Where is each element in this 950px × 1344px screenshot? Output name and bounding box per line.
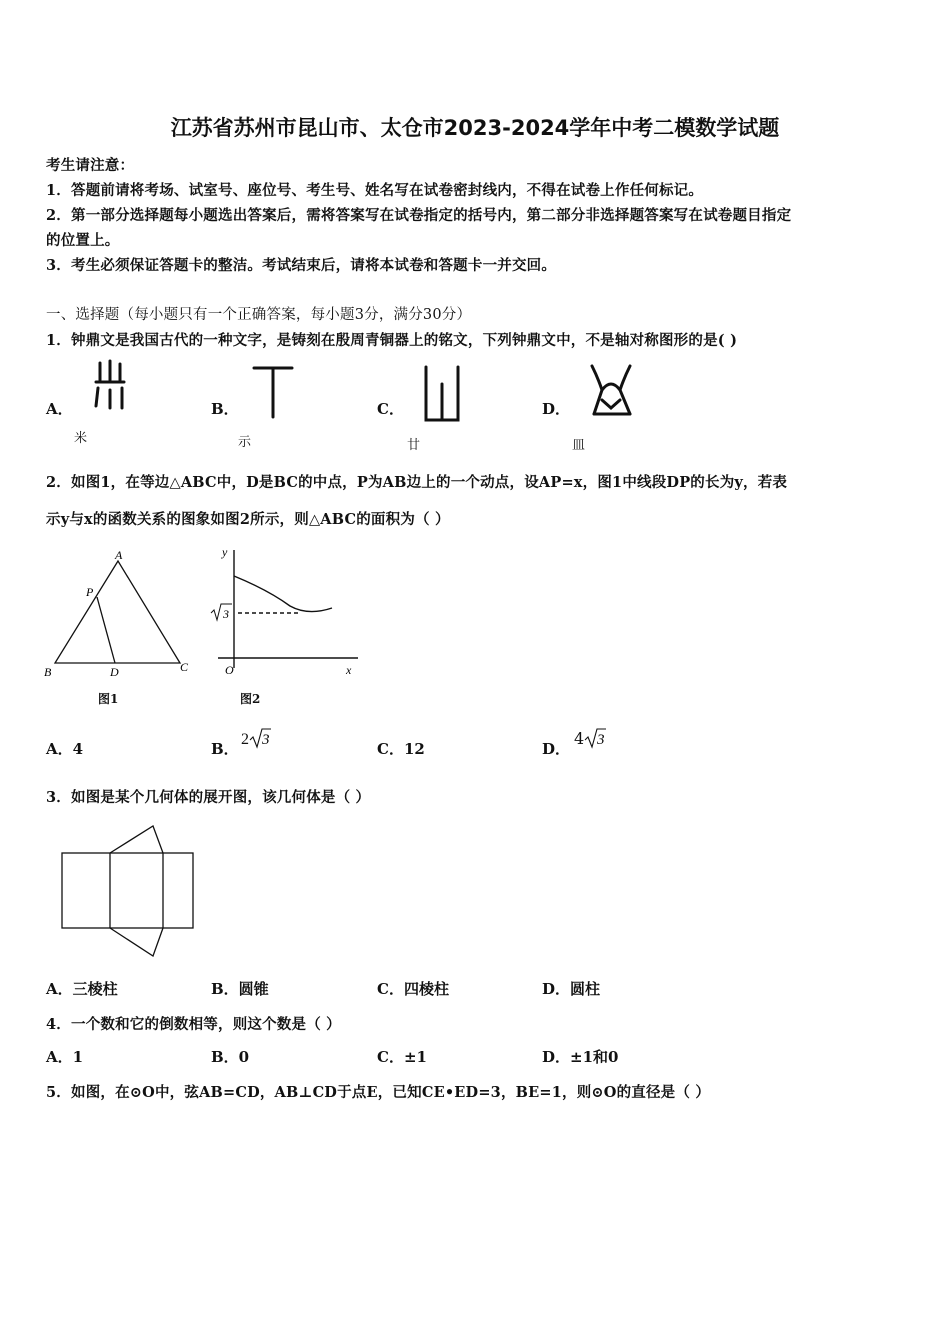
- q2-figure-2-graph: [208, 540, 368, 685]
- q4-option-d: D．±1和0: [542, 1048, 619, 1066]
- q1-glyph-b-caption: 示: [238, 435, 252, 450]
- question-4-stem: 4．一个数和它的倒数相等，则这个数是（ ）: [46, 1016, 341, 1033]
- q1-option-b-label: B．: [211, 400, 239, 418]
- q2-option-d-coef: 4: [574, 729, 585, 748]
- q2-option-c-value: 12: [403, 740, 425, 758]
- section-heading: 一、选择题（每小题只有一个正确答案，每小题3分，满分30分）: [46, 307, 472, 323]
- q2-option-a: [46, 738, 83, 759]
- fig2-sqrt3-label: [211, 604, 232, 621]
- q3-option-c: C．四棱柱: [377, 980, 449, 998]
- q4-option-b: B．0: [211, 1048, 250, 1066]
- q4-option-a: A．1: [46, 1048, 84, 1066]
- q1-option-c-label: C．: [377, 400, 404, 418]
- q1-glyph-a-caption: 米: [74, 431, 88, 446]
- q1-glyph-d-caption: 皿: [572, 438, 586, 453]
- notice-item-1: 1．答题前请将考场、试室号、座位号、考生号、姓名写在试卷密封线内，不得在试卷上作任何标记。: [46, 182, 704, 199]
- sqrt-sign-icon: [584, 727, 606, 749]
- q1-glyph-a-image: [90, 358, 130, 418]
- q3-option-a: A．三棱柱: [46, 980, 118, 998]
- question-2-stem-line2: 示y与x的函数关系的图象如图2所示，则△ABC的面积为（ ）: [46, 511, 450, 528]
- question-1-stem: 1．钟鼎文是我国古代的一种文字，是铸刻在殷周青铜器上的铭文，下列钟鼎文中，不是轴对称图形的是( ): [46, 332, 738, 349]
- q4-option-c: C．±1: [377, 1048, 427, 1066]
- question-2-stem-line1: 2．如图1，在等边△ABC中，D是BC的中点，P为AB边上的一个动点，设AP=x，图1中线段DP的长为y，若表: [46, 474, 788, 491]
- notice-item-2: 2．第一部分选择题每小题选出答案后，需将答案写在试卷指定的括号内，第二部分非选择题答案写在试卷题目指定: [46, 207, 792, 224]
- notice-heading: 考生请注意：: [46, 157, 135, 174]
- q2-option-b-coef: 2: [241, 731, 249, 748]
- question-5-stem: 5．如图，在⊙O中，弦AB=CD，AB⊥CD于点E，已知CE•ED=3，BE=1，则⊙O的直径是（ ）: [46, 1084, 711, 1101]
- q2-option-d-root: 3: [597, 732, 605, 748]
- q2-option-d-label: D．: [542, 740, 571, 758]
- q1-glyph-c-caption: 廿: [407, 438, 421, 453]
- page-title: 江苏省苏州市昆山市、太仓市2023-2024学年中考二模数学试题: [170, 116, 780, 140]
- fig1-label-b: B: [44, 665, 52, 679]
- q2-option-b-label: B．: [211, 740, 239, 758]
- q2-option-a-label: A．: [46, 740, 73, 758]
- q1-glyph-b-image: [250, 362, 300, 422]
- fig2-sqrt-radicand: 3: [223, 607, 229, 621]
- fig1-label-a: A: [115, 548, 123, 562]
- question-3-stem: 3．如图是某个几何体的展开图，该几何体是（ ）: [46, 789, 371, 806]
- sqrt-sign-icon: [249, 727, 271, 749]
- fig1-label-c: C: [180, 660, 189, 674]
- q2-option-c: [377, 738, 425, 759]
- q3-option-d: D．圆柱: [542, 980, 601, 998]
- fig2-label-o: O: [225, 663, 234, 677]
- q1-glyph-d-image: [584, 360, 638, 424]
- q2-option-b-root: 3: [262, 732, 270, 748]
- q1-glyph-c-image: [418, 362, 466, 426]
- fig1-label-p: P: [86, 585, 94, 599]
- q2-figure-2-caption: 图2: [240, 692, 261, 706]
- q2-figure-1-triangle: [40, 545, 200, 685]
- q2-option-b-math: [241, 727, 271, 749]
- q3-option-b: B．圆锥: [211, 980, 269, 998]
- fig2-label-y: y: [222, 545, 228, 559]
- q1-option-a-label: A．: [46, 400, 73, 418]
- q3-net-diagram: [58, 822, 200, 964]
- q2-option-a-value: 4: [72, 740, 84, 758]
- fig2-label-x: x: [346, 663, 352, 677]
- fig1-label-d: D: [110, 665, 119, 679]
- q2-option-d-math: [574, 727, 606, 749]
- notice-item-3: 3．考生必须保证答题卡的整洁。考试结束后，请将本试卷和答题卡一并交回。: [46, 257, 557, 274]
- q2-figure-1-caption: 图1: [98, 692, 119, 706]
- q2-option-c-label: C．: [377, 740, 404, 758]
- q1-option-d-label: D．: [542, 400, 571, 418]
- notice-item-2-cont: 的位置上。: [46, 232, 120, 249]
